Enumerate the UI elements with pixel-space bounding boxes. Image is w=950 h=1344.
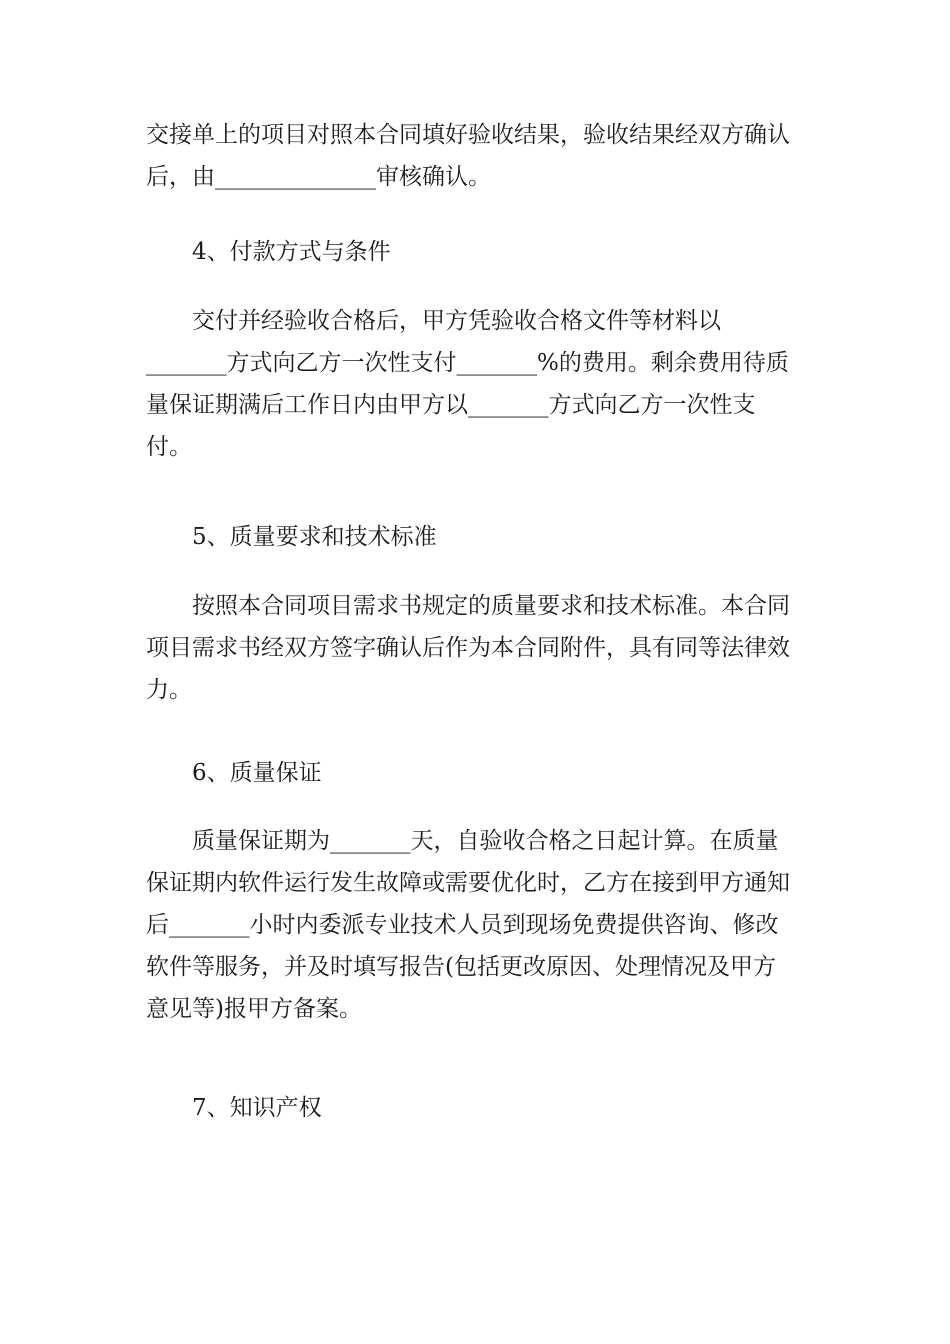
paragraph-acceptance-continued [146,114,826,198]
paragraph-line: _______方式向乙方一次性支付_______%的费用。剩余费用待质 [146,350,789,376]
paragraph-line: 量保证期满后工作日内由甲方以_______方式向乙方一次性支 [146,392,756,418]
section-heading-quality-standards: 5、质量要求和技术标准 [192,524,437,550]
paragraph-line: 按照本合同项目需求书规定的质量要求和技术标准。本合同 [192,593,790,619]
paragraph-line: 意见等)报甲方备案。 [146,996,362,1022]
paragraph-line: 质量保证期为_______天，自验收合格之日起计算。在质量 [192,828,779,854]
paragraph-line: 力。 [146,677,192,703]
section-heading-payment: 4、付款方式与条件 [192,239,391,265]
paragraph-line: 交接单上的项目对照本合同填好验收结果，验收结果经双方确认 [146,122,790,148]
paragraph-line: 交付并经验收合格后，甲方凭验收合格文件等材料以 [192,308,721,334]
paragraph-line: 软件等服务，并及时填写报告(包括更改原因、处理情况及甲方 [146,954,776,980]
paragraph-quality-standards [146,585,826,711]
paragraph-line: 后，由______________审核确认。 [146,164,491,190]
paragraph-line: 付。 [146,434,192,460]
paragraph-quality-assurance [146,820,826,1030]
section-heading-quality-assurance: 6、质量保证 [192,760,322,786]
section-heading-intellectual-property: 7、知识产权 [192,1095,322,1121]
paragraph-line: 后_______小时内委派专业技术人员到现场免费提供咨询、修改 [146,912,779,938]
paragraph-payment-terms [146,300,826,468]
paragraph-line: 项目需求书经双方签字确认后作为本合同附件，具有同等法律效 [146,635,790,661]
paragraph-line: 保证期内软件运行发生故障或需要优化时，乙方在接到甲方通知 [146,870,790,896]
